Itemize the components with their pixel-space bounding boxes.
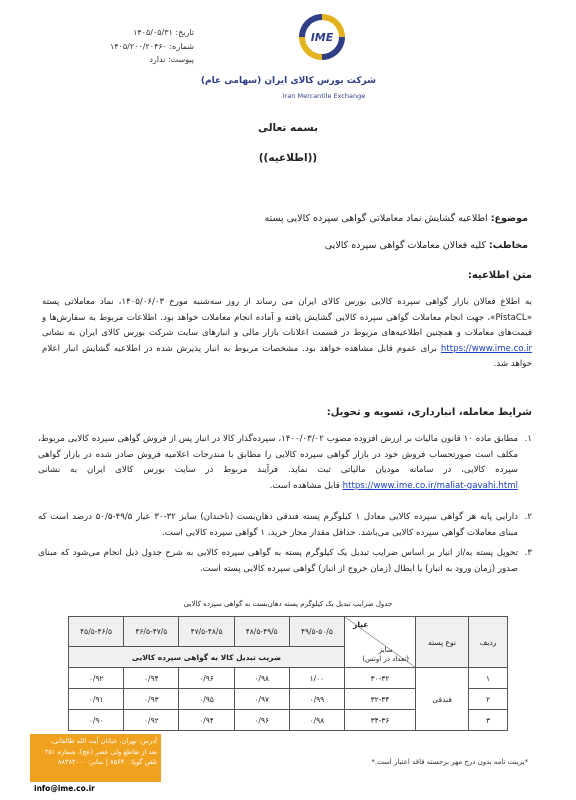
body-heading: متن اطلاعیه: xyxy=(467,270,532,281)
condition-text: مطابق ماده ۱۰ قانون مالیات بر ارزش افزوده مصوب ۱۴۰۰/۰۳/۰۲، سپرده‌گذار کالا در انبار پس از فروش گواهی سپرده کالایی مربوط، مکلف است صورتحساب فروش خود در بازار گواهی سپرده کالایی را مطابق با مندرجات اعلامیه فروش صادر شده در بازار گواهی سپرده کالایی، در سامانه مودیان مالیاتی ثبت نماید. فرآیند مربوط در سایت بورس کالای ایران به نشانی xyxy=(38,434,518,475)
condition-item-3 xyxy=(38,546,532,577)
letter-meta xyxy=(44,26,194,67)
attachment-value: ندارد xyxy=(149,55,166,64)
bismillah-heading: بسمه تعالی xyxy=(257,122,319,134)
body-paragraph xyxy=(42,295,532,373)
footer-address-2: بعد از تقاطع ولی عصر (عج)، شماره ۳۵۱ xyxy=(44,747,157,756)
conversion-table xyxy=(68,616,508,731)
coefficient-cell: ۰/۹۲ xyxy=(124,710,179,731)
coefficient-cell: ۰/۹۶ xyxy=(179,668,234,689)
footer-email[interactable]: info@ime.co.ir xyxy=(34,784,95,793)
conditions-heading: شرایط معامله، انبارداری، تسویه و تحویل: xyxy=(326,407,532,418)
coefficient-cell: ۰/۹۸ xyxy=(289,710,344,731)
number-label: شماره: xyxy=(169,41,194,51)
audience-text: کلیه فعالان معاملات گواهی سپرده کالایی xyxy=(324,240,486,251)
condition-text: تحویل پسته به/از انبار بر اساس ضرایب تبدیل یک کیلوگرم پسته به گواهی سپرده کالایی به شرح جدول ذیل انجام می‌شود که مبنای صدور (زمان ورود به انبار) یا ابطال (زمان خروج از انبار) گواهی سپرده کالایی پسته است. xyxy=(38,548,518,574)
audience-line xyxy=(325,240,528,251)
ime-website-link[interactable]: https://www.ime.co.ir xyxy=(440,343,532,354)
coefficient-cell: ۰/۹۴ xyxy=(124,668,179,689)
coefficient-cell: ۰/۹۲ xyxy=(69,668,124,689)
condition-number: ۳. xyxy=(524,548,532,558)
grade-header: ۴۷/۵-۴۸/۵ xyxy=(179,617,234,647)
subject-label: موضوع: xyxy=(490,213,528,224)
col-header-row: ردیف xyxy=(469,617,508,668)
coefficient-cell: ۰/۹۵ xyxy=(179,689,234,710)
date-value: ۱۴۰۵/۰۵/۳۱ xyxy=(133,28,173,37)
coefficient-cell: ۰/۹۶ xyxy=(234,710,289,731)
footer-address-1: آدرس: تهران، خیابان آیت الله طالقانی، xyxy=(50,737,157,745)
table-row xyxy=(69,668,508,689)
body-text: به اطلاع فعالان بازار گواهی سپرده کالایی بورس کالای ایران می رساند از روز سه‌شنبه مورخ ۱۴۰۵/۰۶/۰۳، نماد معاملاتی پسته «PistaCL»، جهت انجام معاملات گواهی سپرده کالایی گشایش یافته و آماده انجام معاملات خواهد بود. اطلاعات مربوط به سفارش‌ها و قیمت‌های معاملات و همچنین اطلاعیه‌های مربوط در قسمت اعلانات بازار مالی و انبارهای سایت شرکت بورس کالای ایران به نشانی xyxy=(42,297,533,338)
table-caption: جدول ضرایب تبدیل یک کیلوگرم پسته دهان‌بست به گواهی سپرده کالایی xyxy=(183,600,393,608)
coefficient-cell: ۰/۹۳ xyxy=(124,689,179,710)
coefficient-cell: ۰/۹۷ xyxy=(234,689,289,710)
col-header-size-grade xyxy=(345,617,416,668)
size-cell: ۳۰-۳۲ xyxy=(345,668,416,689)
logo-mark-text: IME xyxy=(305,20,339,54)
body-text-end: برای عموم قابل مشاهده خواهد بود. مشخصات مربوط به انبار پذیرش شده در اطلاعیه گشایش انبار اعلام خواهد شد. xyxy=(42,343,532,369)
footer-phone: تلفن گویا: ۸۵۶۴۰ | نمابر: ۸۸۳۸۳۰۰۰ xyxy=(57,758,157,766)
col-header-size-unit: (تعداد در اونس) xyxy=(362,655,409,663)
grade-header: ۴۶/۵-۴۷/۵ xyxy=(124,617,179,647)
conversion-subheader: ضریب تبدیل کالا به گواهی سپرده کالایی xyxy=(69,647,345,668)
condition-text-end: قابل مشاهده است. xyxy=(269,480,340,491)
subject-line xyxy=(265,213,528,224)
size-cell: ۳۲-۳۴ xyxy=(345,689,416,710)
company-name-fa: شرکت بورس کالای ایران (سهامی عام) xyxy=(200,76,376,86)
coefficient-cell: ۰/۹۱ xyxy=(69,689,124,710)
row-number: ۲ xyxy=(469,689,508,710)
condition-text: دارایی پایه هر گواهی سپرده کالایی معادل ۱ کیلوگرم پسته فندقی دهان‌بست (ناخندان) سایز ۳۲-۳۰ عیار ۴۹/۵-۵۰/۵ درصد است که مبنای معاملات گواهی سپرده کالایی می‌باشد. حداقل مقدار مجاز خرید، ۱ گواهی سپرده کالایی است. xyxy=(38,512,519,538)
col-header-size: سایز xyxy=(378,646,393,654)
footnote: *پرینت نامه بدون درج مهر برجسته فاقد اعتبار است.* xyxy=(371,758,528,766)
notice-title: ((اطلاعیه)) xyxy=(258,152,318,164)
size-cell: ۳۴-۳۶ xyxy=(345,710,416,731)
coefficient-cell: ۰/۹۰ xyxy=(69,710,124,731)
col-header-grade: عیار xyxy=(353,620,369,629)
condition-number: ۲. xyxy=(524,512,532,522)
coefficient-cell: ۱/۰۰ xyxy=(289,668,344,689)
row-number: ۱ xyxy=(469,668,508,689)
coefficient-cell: ۰/۹۴ xyxy=(179,710,234,731)
audience-label: مخاطب: xyxy=(488,240,528,251)
date-label: تاریخ: xyxy=(175,28,194,37)
number-value: ۱۴۰۵/۲۰۰/۲۰۴۶۰ xyxy=(109,41,167,51)
condition-item-2 xyxy=(38,510,532,541)
condition-number: ۱. xyxy=(524,434,532,444)
footer-address-box xyxy=(30,734,161,782)
row-number: ۳ xyxy=(469,710,508,731)
grade-header: ۴۵/۵-۴۶/۵ xyxy=(69,617,124,647)
grade-header: ۴۸/۵-۴۹/۵ xyxy=(234,617,289,647)
condition-item-1 xyxy=(38,432,532,494)
subject-text: اطلاعیه گشایش نماد معاملاتی گواهی سپرده کالایی پسته xyxy=(264,213,488,224)
pistachio-type: فندقی xyxy=(416,668,469,731)
maliat-gavahi-link[interactable]: https://www.ime.co.ir/maliat-gavahi.html xyxy=(342,480,518,491)
grade-header: ۴۹/۵-۵۰/۵ xyxy=(289,617,344,647)
attachment-label: پیوست: xyxy=(167,55,194,64)
coefficient-cell: ۰/۹۹ xyxy=(289,689,344,710)
company-name-en: Iran Mercantile Exchange xyxy=(282,92,366,100)
col-header-type: نوع پسته xyxy=(416,617,469,668)
logo-mark xyxy=(299,14,345,60)
coefficient-cell: ۰/۹۸ xyxy=(234,668,289,689)
